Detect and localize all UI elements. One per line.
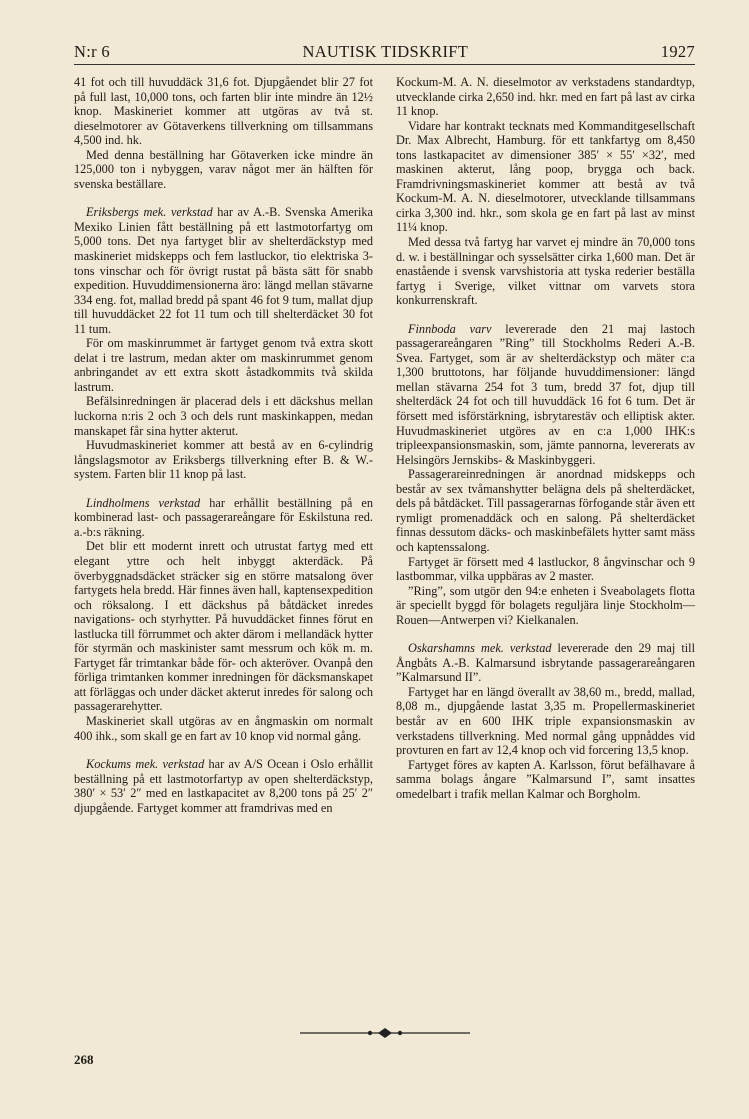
paragraph: Vidare har kontrakt tecknats med Kommanditgesellschaft Dr. Max Albrecht, Hamburg. för ett tankfartyg om 8,450 tons lastkapacitet av dimensioner 385′ × 55′ ×32′, med maskinen akterut, lång poop, brygga och back. Framdrivningsmaskineriet kommer att bestå av två Kockum-M. A. N. dieselmotorer, utvecklande tillsammans cirka 3,300 ind. hkr., som skola ge en fart på last av minst 11¼ knop.: [396, 118, 695, 235]
paragraph: Passagerareinredningen är anordnad midskepps och består av sex tvåmanshytter belägna dels på shelterdäcket, dels på båtdäcket. Till passagerarnas förfogande står även ett rymligt promenaddäck och en salong. På shelterdäcket finnas dessutom däcks- och maskinbefälets hytter samt mäss och kaptenssalong.: [396, 467, 695, 554]
paragraph: För om maskinrummet är fartyget genom två extra skott delat i tre lastrum, medan akter om maskinrummet genom anbringandet av ett extra skott åstadkommits två skilda lastrum.: [74, 336, 373, 394]
paragraph: ”Ring”, som utgör den 94:e enheten i Sveabolagets flotta är speciellt byggd för bolagets reguljära linje Stockholm—Rouen—Antwerpen vi? Kielkanalen.: [396, 583, 695, 627]
page-number: 268: [74, 1052, 94, 1067]
shipyard-name: Kockums mek. verkstad: [86, 757, 205, 772]
paragraph: Fartyget är försett med 4 lastluckor, 8 ångvinschar och 9 lastbommar, vilka uppbäras av 2 master.: [396, 554, 695, 584]
paragraph: Med denna beställning har Götaverken icke mindre än 125,000 ton i nybyggen, varav något mer än hälften för svenska beställare.: [74, 147, 373, 191]
paragraph: Finnboda varv levererade den 21 maj lastoch passagerareångaren ”Ring” till Stockholms Rederi A.-B. Svea. Fartyget, som är av shelterdäckstyp och mäter c:a 1,300 bruttotons, har följande huvuddimensioner: längd mellan stävarna 254 fot 3 tum, bredd 37 fot, djup till shelterdäck 24 fot och till huvuddäck 16 fot 6 tum. Det är försett med isförstärkning, isbrytarestäv och elliptisk akter. Huvudmaskineriet utgöres av en c:a 1,000 IHK:s tripleexpansionsmaskin, som, jämte pannorna, levererats av Helsingörs Jernskibs- & Maskinbyggeri.: [396, 321, 696, 467]
paragraph: Lindholmens verkstad har erhållit beställning på en kombinerad last- och passagerareångare för Eskilstuna red. a.-b:s räkning.: [74, 495, 373, 539]
paragraph: Kockum-M. A. N. dieselmotor av verkstadens standardtyp, utvecklande cirka 2,650 ind. hkr. med en fart på last av cirka 11 knop.: [396, 75, 695, 119]
end-ornament-icon: [300, 1026, 470, 1040]
paragraph: Eriksbergs mek. verkstad har av A.-B. Svenska Amerika Mexiko Linien fått beställning på ett lastmotorfartyg om 5,000 tons. Det nya fartyget blir av shelterdäckstyp med maskineriet midskepps och fem lastluckor, tio elektriska 3-tons vinschar och för övrigt rustat på bästa sätt för snabb expedition. Huvuddimensionerna äro: längd mellan stävarne 334 eng. fot, mallad bredd på spant 46 fot 9 tum, mallat djup till huvuddäcket 22 fot 11 tum och till shelterdäcket 30 fot 11 tum.: [74, 205, 373, 336]
paragraph: Fartyget har en längd överallt av 38,60 m., bredd, mallad, 8,08 m., djupgående lastat 3,35 m. Propellermaskineriet består av en 600 IHK triple expansionsmaskin av verkstadens tillverkning. Med normal gång uppnåddes vid provturen en fart av 12,4 knop och vid forcering 13,5 knop.: [396, 684, 695, 758]
paragraph: 41 fot och till huvuddäck 31,6 fot. Djupgåendet blir 27 fot på full last, 10,000 tons, och farten blir inte mindre än 12½ knop. Maskineriet kommer att utgöras av två st. dieselmotorer av Götaverkens tillverkning om tillsammans 4,500 ind. hk.: [74, 75, 373, 148]
right-column: [396, 75, 695, 815]
paragraph: Huvudmaskineriet kommer att bestå av en 6-cylindrig långslagsmotor av Eriksbergs tillverkning efter B. & W.-system. Farten blir 11 knop på last.: [74, 438, 373, 482]
paragraph: Maskineriet skall utgöras av en ångmaskin om normalt 400 ihk., som skall ge en fart av 10 knop vid normal gång.: [74, 713, 373, 743]
issue-number: N:r 6: [74, 42, 110, 61]
paragraph: Befälsinredningen är placerad dels i ett däckshus mellan luckorna n:ris 2 och 3 och dels runt maskinkappen, medan manskapet får sina hytter akterut.: [74, 394, 373, 438]
paragraph: Oskarshamns mek. verkstad levererade den 29 maj till Ångbåts A.-B. Kalmarsund isbrytande passagerareångaren ”Kalmarsund II”.: [396, 641, 695, 685]
year: 1927: [660, 42, 695, 61]
left-column: [74, 75, 373, 815]
shipyard-name: Finnboda varv: [408, 321, 492, 336]
article-columns: [74, 75, 695, 815]
shipyard-name: Lindholmens verkstad: [86, 495, 201, 510]
running-header: [74, 38, 695, 65]
paragraph: Kockums mek. verkstad har av A/S Ocean i Oslo erhållit beställning på ett lastmotorfartyp av open shelterdäckstyp, 380′ × 53′ 2″ med en lastkapacitet av 8,200 tons på 25′ 2″ djupgående. Fartyget kommer att framdrivas med en: [74, 757, 373, 815]
shipyard-name: Eriksbergs mek. verkstad: [86, 205, 213, 220]
shipyard-name: Oskarshamns mek. verkstad: [408, 641, 552, 656]
paragraph: Med dessa två fartyg har varvet ej mindre än 70,000 tons d. w. i beställningar och sysselsätter cirka 1,600 man. Det är enastående i svensk varvshistoria att tyska rederier beställa fartyg i Sverige, vilket vittnar om varvets stora konkurrenskraft.: [396, 235, 695, 308]
paragraph: Fartyget föres av kapten A. Karlsson, förut befälhavare å samma bolags ångare ”Kalmarsund I”, samt insattes omedelbart i trafik mellan Kalmar och Borgholm.: [396, 757, 695, 801]
paragraph: Det blir ett modernt inrett och utrustat fartyg med ett elegant yttre och helt inbyggt akterdäck. På överbyggnadsdäcket sträcker sig en större matsalong över fartygets hela bredd. Här finnes även hall, kaptensexpedition och röksalong. I ett däckshus på båtdäcket inredes navigations- och styrhytter. På huvuddäcket finnes förut en lastlucka till förrummet och akter därom i mellandäck hytter för styrmän och maskinister samt messrum och kök m. m. Fartyget får trimtankar både för- och akteröver. Ovanpå den förliga trimtanken kommer inredningen för däcksmanskapet att förläggas och under däcket akterut inredes för salong och passagerarehytter.: [74, 539, 373, 714]
journal-title: NAUTISK TIDSKRIFT: [302, 42, 469, 61]
